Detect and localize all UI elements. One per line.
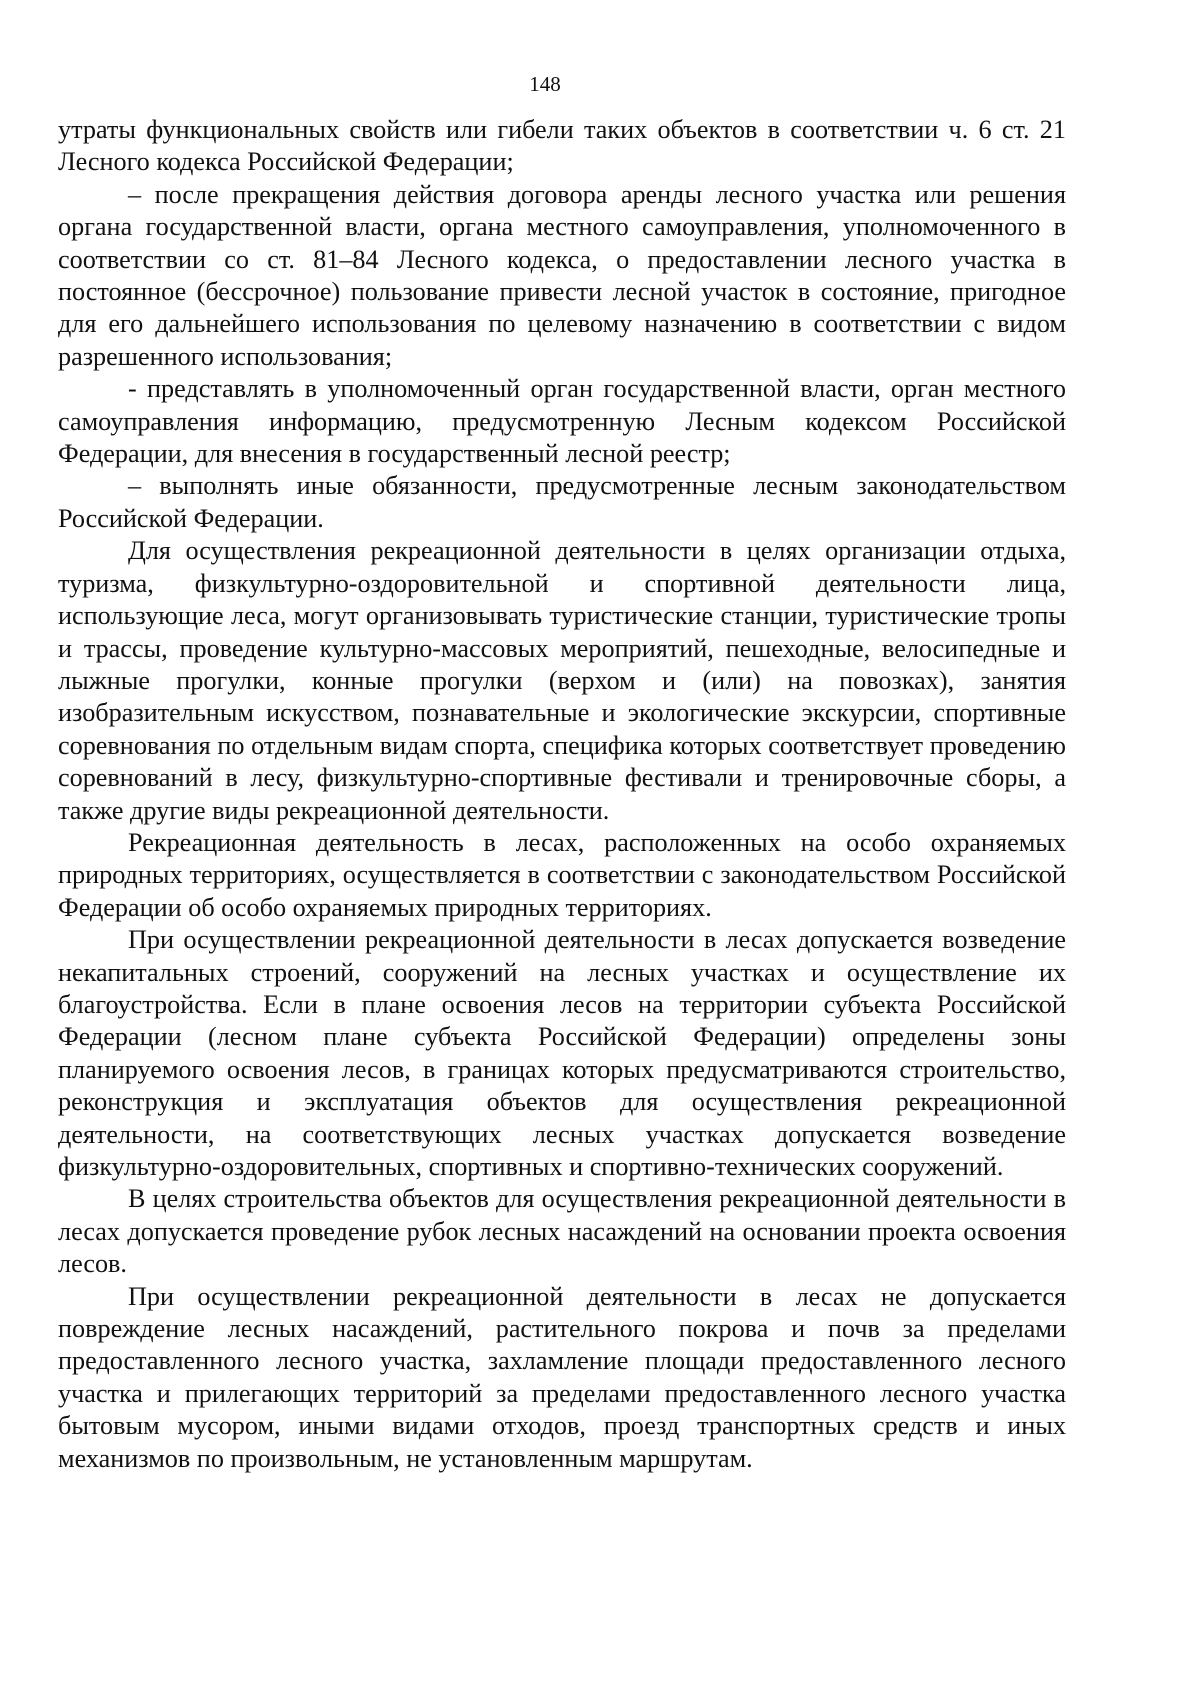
paragraph-list-item: - представлять в уполномоченный орган государственной власти, орган местного самоуправления информацию, предусмотренную Лесным кодексом Российской Федерации, для внесения в государственный лесной реестр;	[58, 374, 1066, 469]
paragraph: Рекреационная деятельность в лесах, расположенных на особо охраняемых природных территориях, осуществляется в соответствии с законодательством Российской Федерации об особо охраняемых природных территориях.	[58, 827, 1066, 922]
paragraph-continuation: утраты функциональных свойств или гибели таких объектов в соответствии ч. 6 ст. 21 Лесного кодекса Российской Федерации;	[58, 115, 1066, 177]
paragraph: При осуществлении рекреационной деятельности в лесах не допускается повреждение лесных насаждений, растительного покрова и почв за пределами предоставленного лесного участка, захламление площади предоставленного лесного участка и прилегающих территорий за пределами предоставленного лесного участка бытовым мусором, иными видами отходов, проезд транспортных средств и иных механизмов по произвольным, не установленным маршрутам.	[58, 1281, 1066, 1473]
paragraph: В целях строительства объектов для осуществления рекреационной деятельности в лесах допускается проведение рубок лесных насаждений на основании проекта освоения лесов.	[58, 1184, 1066, 1279]
paragraph-list-item: – после прекращения действия договора аренды лесного участка или решения органа государственной власти, органа местного самоуправления, уполномоченного в соответствии со ст. 81–84 Лесного кодекса, о предоставлении лесного участка в постоянное (бессрочное) пользование привести лесной участок в состояние, пригодное для его дальнейшего использования по целевому назначению в соответствии с видом разрешенного использования;	[58, 179, 1066, 371]
paragraph: При осуществлении рекреационной деятельности в лесах допускается возведение некапитальных строений, сооружений на лесных участках и осуществление их благоустройства. Если в плане освоения лесов на территории субъекта Российской Федерации (лесном плане субъекта Российской Федерации) определены зоны планируемого освоения лесов, в границах которых предусматриваются строительство, реконструкция и эксплуатация объектов для осуществления рекреационной деятельности, на соответствующих лесных участках допускается возведение физкультурно-оздоровительных, спортивных и спортивно-технических сооружений.	[58, 925, 1066, 1181]
paragraph-list-item: – выполнять иные обязанности, предусмотренные лесным законодательством Российской Федерации.	[58, 471, 1066, 533]
document-body	[58, 114, 1066, 1475]
paragraph: Для осуществления рекреационной деятельности в целях организации отдыха, туризма, физкультурно-оздоровительной и спортивной деятельности лица, использующие леса, могут организовывать туристические станции, туристические тропы и трассы, проведение культурно-массовых мероприятий, пешеходные, велосипедные и лыжные прогулки, конные прогулки (верхом и (или) на повозках), занятия изобразительным искусством, познавательные и экологические экскурсии, спортивные соревнования по отдельным видам спорта, специфика которых соответствует проведению соревнований в лесу, физкультурно-спортивные фестивали и тренировочные сборы, а также другие виды рекреационной деятельности.	[58, 536, 1066, 825]
page-number: 148	[529, 72, 561, 96]
